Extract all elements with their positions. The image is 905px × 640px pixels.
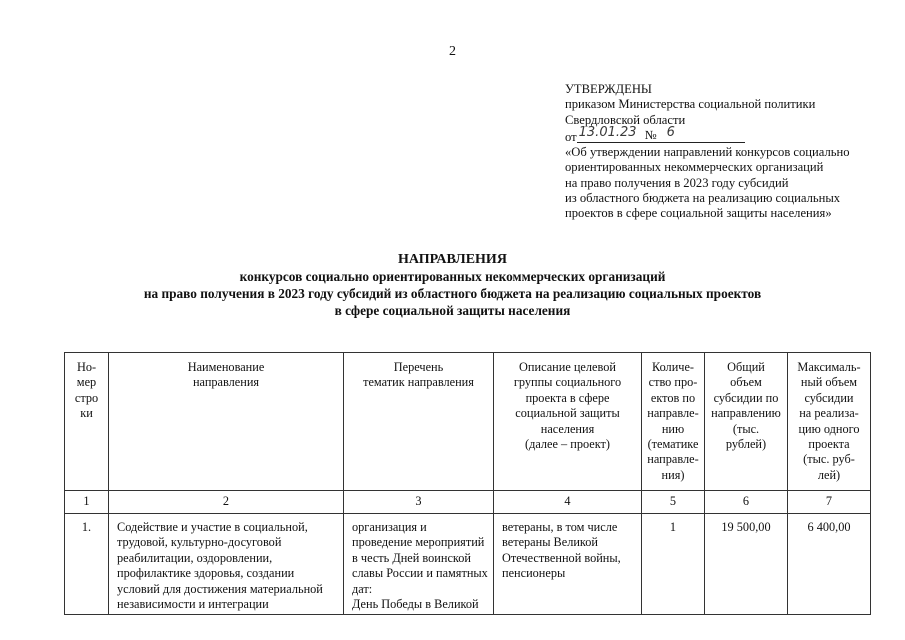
approval-line: Свердловской области xyxy=(565,112,686,127)
approval-date-line xyxy=(565,124,885,145)
table-header-row xyxy=(65,353,871,491)
column-number: 3 xyxy=(344,491,494,514)
header-cell-project-count: Количе- ство про- ектов по направле- нию (тематике направле- ния) xyxy=(642,353,705,491)
heading-line: в сфере социальной защиты населения xyxy=(334,303,571,318)
page-number: 2 xyxy=(449,44,456,59)
total-subsidy-cell: 19 500,00 xyxy=(705,514,788,615)
approval-subject-line: ориентированных некоммерческих организаций xyxy=(565,160,824,175)
approval-subject-line: «Об утверждении направлений конкурсов социально xyxy=(565,145,850,160)
table-row xyxy=(65,514,871,615)
heading-line: конкурсов социально ориентированных некоммерческих организаций xyxy=(239,269,666,284)
direction-name-cell: Содействие и участие в социальной, трудовой, культурно-досуговой реабилитации, оздоровлении, профилактике здоровья, создании условий для достижения материальной независимости и интеграции xyxy=(109,514,344,615)
handwritten-date: 13.01.23 xyxy=(578,124,637,140)
directions-table xyxy=(64,352,871,615)
from-prefix: от xyxy=(565,129,577,144)
approval-line: приказом Министерства социальной политики xyxy=(565,97,816,112)
max-subsidy-cell: 6 400,00 xyxy=(788,514,871,615)
number-sign: № xyxy=(644,127,657,142)
heading-line: на право получения в 2023 году субсидий из областного бюджета на реализацию социальных проектов xyxy=(143,286,762,301)
approval-subject-line: из областного бюджета на реализацию социальных xyxy=(565,191,841,206)
row-number-cell: 1. xyxy=(65,514,109,615)
header-cell-total-subsidy: Общий объем субсидии по направлению (тыс. рублей) xyxy=(705,353,788,491)
column-number: 1 xyxy=(65,491,109,514)
column-number: 7 xyxy=(788,491,871,514)
handwritten-number: 6 xyxy=(666,124,675,140)
project-count-cell: 1 xyxy=(642,514,705,615)
header-cell-topics: Перечень тематик направления xyxy=(344,353,494,491)
date-number-field xyxy=(577,124,745,143)
approval-subject-line: на право получения в 2023 году субсидий xyxy=(565,175,789,190)
document-heading xyxy=(0,251,905,319)
header-cell-row-number: Но- мер стро ки xyxy=(65,353,109,491)
heading-title: НАПРАВЛЕНИЯ xyxy=(398,252,507,267)
header-cell-direction-name: Наименование направления xyxy=(109,353,344,491)
header-cell-target-group: Описание целевой группы социального проекта в сфере социальной защиты населения (далее – проект) xyxy=(494,353,642,491)
column-number: 5 xyxy=(642,491,705,514)
approval-line: УТВЕРЖДЕНЫ xyxy=(565,82,652,96)
target-group-cell: ветераны, в том числе ветераны Великой Отечественной войны, пенсионеры xyxy=(494,514,642,615)
column-number: 2 xyxy=(109,491,344,514)
column-number-row xyxy=(65,491,871,514)
approval-block xyxy=(565,82,885,222)
approval-subject-line: проектов в сфере социальной защиты населения» xyxy=(565,206,832,221)
column-number: 4 xyxy=(494,491,642,514)
column-number: 6 xyxy=(705,491,788,514)
header-cell-max-subsidy: Максималь- ный объем субсидии на реализа- цию одного проекта (тыс. руб- лей) xyxy=(788,353,871,491)
topics-cell: организация и проведение мероприятий в честь Дней воинской славы России и памятных дат: День Победы в Великой xyxy=(344,514,494,615)
